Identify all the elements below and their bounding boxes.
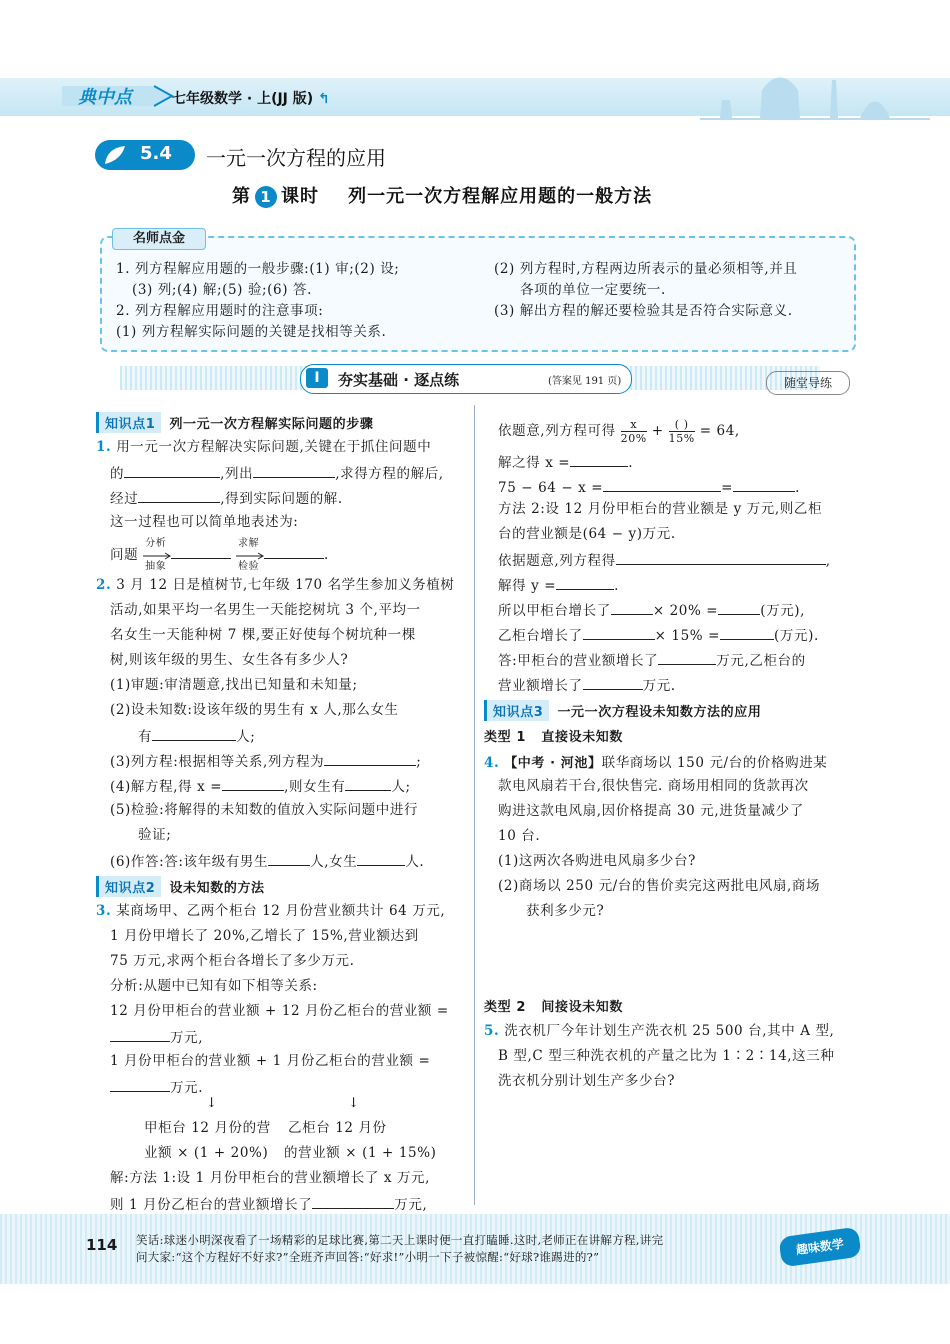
blank[interactable] — [583, 675, 643, 690]
question-3-line: 解之得 x = . — [498, 452, 633, 472]
question-4-line: 10 台. — [498, 828, 541, 844]
knowledge-point-2: 知识点2 设未知数的方法 — [96, 876, 265, 897]
blank[interactable] — [583, 625, 655, 640]
question-2-step: 有 人; — [138, 726, 255, 746]
joke-line: 问大家:“这个方程好不好求?”全班齐声回答:“好求!”小明一下子被惊醒:“好球?谁踢进的?” — [136, 1250, 600, 1264]
question-4-sub: 获利多少元? — [526, 903, 605, 919]
question-4-line: 款电风扇若干台,很快售完. 商场用相同的货款再次 — [498, 778, 809, 794]
leaf-icon — [101, 142, 131, 168]
question-4-line: 购进这款电风扇,因价格提高 30 元,进货量减少了 — [498, 803, 804, 819]
relation-box: 甲柜台 12 月份的营 — [144, 1120, 271, 1136]
blank[interactable] — [658, 650, 716, 665]
blank[interactable] — [268, 851, 310, 866]
question-3-line: 75 − 64 − x = = . — [498, 477, 800, 497]
book-title: 七年级数学 · 上(JJ 版) ↰ — [172, 91, 330, 107]
guide-button[interactable]: 随堂导练 — [766, 371, 850, 395]
page-number: 114 — [86, 1236, 118, 1254]
blank[interactable] — [171, 544, 231, 559]
question-2-step: (4)解方程,得 x = ,则女生有 人; — [110, 776, 411, 796]
blank[interactable] — [110, 1027, 170, 1042]
answer-reference: (答案见 191 页) — [548, 376, 622, 387]
question-5-line: B 型,C 型三种洗衣机的产量之比为 1∶2∶14,这三种 — [498, 1048, 835, 1064]
blank[interactable] — [603, 477, 721, 492]
question-3-line: 依题意,列方程可得 $\frac{x}{20\%}$ + $\frac{( )}{15\%}$ = 64, — [498, 418, 740, 445]
knowledge-point-3: 知识点3 一元一次方程设未知数方法的应用 — [484, 700, 761, 721]
question-3-line: 所以甲柜台增长了 × 20% = (万元), — [498, 600, 805, 620]
knowledge-point-1: 知识点1 列一元一次方程解实际问题的步骤 — [96, 412, 373, 433]
fun-math-badge: 趣味数学 — [778, 1227, 861, 1268]
blank[interactable] — [345, 776, 391, 791]
question-3: 3. 某商场甲、乙两个柜台 12 月份营业额共计 64 万元, — [96, 903, 446, 919]
question-2: 2. 3 月 12 日是植树节,七年级 170 名学生参加义务植树 — [96, 577, 455, 593]
return-icon: ↰ — [318, 91, 330, 107]
relation-box: 的营业额 × (1 + 15%) — [284, 1145, 437, 1161]
question-3-line: 台的营业额是(64 − y)万元. — [498, 526, 676, 542]
band-roman: I — [306, 368, 328, 388]
question-3-line: 依据题意,列方程得 , — [498, 550, 831, 570]
tip-line: (1) 列方程解实际问题的关键是找相等关系. — [116, 324, 387, 340]
tip-line: 2. 列方程解应用题时的注意事项: — [116, 303, 324, 319]
blank[interactable] — [312, 1194, 394, 1209]
blank[interactable] — [718, 600, 760, 615]
question-3-line: 解:方法 1:设 1 月份甲柜台的营业额增长了 x 万元, — [110, 1170, 431, 1186]
question-2-line: 活动,如果平均一名男生一天能挖树坑 3 个,平均一 — [110, 602, 421, 618]
question-3-line: 1 月份甲柜台的营业额 + 1 月份乙柜台的营业额 = — [110, 1053, 431, 1069]
question-1-line: 经过 ,得到实际问题的解. — [110, 488, 343, 508]
question-4: 4. 【中考 · 河池】联华商场以 150 元/台的价格购进某 — [484, 755, 828, 771]
blank[interactable] — [324, 751, 416, 766]
question-2-step: 验证; — [138, 827, 172, 843]
fraction: $\frac{x}{20\%}$ — [620, 418, 647, 445]
fraction: $\frac{( )}{15\%}$ — [668, 418, 695, 445]
question-4-sub: (1)这两次各购进电风扇多少台? — [498, 853, 696, 869]
arrow-icon — [143, 552, 173, 560]
question-3-line: 营业额增长了 万元. — [498, 675, 676, 695]
question-3-line: 答:甲柜台的营业额增长了 万元,乙柜台的 — [498, 650, 806, 670]
question-2-line: 树,则该年级的男生、女生各有多少人? — [110, 652, 349, 668]
question-3-line: 分析:从题中已知有如下相等关系: — [110, 978, 318, 994]
question-1-line: 的 ,列出 ,求得方程的解后, — [110, 463, 444, 483]
question-5-line: 洗衣机分别计划生产多少台? — [498, 1073, 676, 1089]
tip-line: (3) 解出方程的解还要检验其是否符合实际意义. — [494, 303, 793, 319]
blank[interactable] — [611, 600, 653, 615]
question-4-sub: (2)商场以 250 元/台的售价卖完这两批电风扇,商场 — [498, 878, 821, 894]
tips-tag: 名师点金 — [112, 228, 206, 250]
down-arrow-icon: ↓ — [348, 1095, 360, 1111]
question-3-line: 万元, — [110, 1027, 203, 1047]
question-3-line: 解得 y = . — [498, 575, 619, 595]
blank[interactable] — [110, 1077, 170, 1092]
question-3-line: 75 万元,求两个柜台各增长了多少万元. — [110, 953, 355, 969]
tip-line: (2) 列方程时,方程两边所表示的量必须相等,并且 — [494, 261, 798, 277]
blank[interactable] — [616, 550, 826, 565]
question-3-line: 乙柜台增长了 × 15% = (万元). — [498, 625, 819, 645]
section-title: 一元一次方程的应用 — [206, 146, 386, 170]
question-1: 1. 用一元一次方程解决实际问题,关键在于抓住问题中 — [96, 439, 432, 455]
question-3-line: 12 月份甲柜台的营业额 + 12 月份乙柜台的营业额 = — [110, 1003, 449, 1019]
blank[interactable] — [556, 575, 614, 590]
blank[interactable] — [357, 851, 405, 866]
question-1-line: 这一过程也可以简单地表述为: — [110, 514, 299, 530]
joke-line: 笑话:球迷小明深夜看了一场精彩的足球比赛,第二天上课时便一直打瞌睡.这时,老师正在讲解方程,讲完 — [136, 1233, 664, 1247]
down-arrow-icon: ↓ — [206, 1095, 218, 1111]
relation-box: 乙柜台 12 月份 — [288, 1120, 387, 1136]
blank[interactable] — [264, 544, 324, 559]
question-2-step: (2)设未知数:设该年级的男生有 x 人,那么女生 — [110, 702, 399, 718]
tip-line: (3) 列;(4) 解;(5) 验;(6) 答. — [132, 282, 312, 298]
question-2-step: (5)检验:将解得的未知数的值放入实际问题中进行 — [110, 802, 419, 818]
question-2-step: (1)审题:审清题意,找出已知量和未知量; — [110, 677, 358, 693]
brand-logo: 典中点 — [78, 87, 132, 108]
question-2-step: (6)作答:答:该年级有男生 人,女生 人. — [110, 851, 424, 871]
blank[interactable] — [152, 726, 236, 741]
section-number: 5.4 — [140, 143, 172, 164]
blank[interactable] — [222, 776, 284, 791]
blank[interactable] — [253, 463, 335, 478]
blank[interactable] — [733, 477, 795, 492]
band-title: 夯实基础 · 逐点练 — [338, 371, 460, 389]
column-divider — [474, 405, 475, 1205]
blank[interactable] — [720, 625, 774, 640]
type-2-heading: 类型 2 间接设未知数 — [484, 1000, 623, 1015]
question-3-line: 方法 2:设 12 月份甲柜台的营业额是 y 万元,则乙柜 — [498, 501, 823, 517]
skyline-illustration — [700, 60, 930, 120]
question-5: 5. 洗衣机厂今年计划生产洗衣机 25 500 台,其中 A 型, — [484, 1023, 835, 1039]
question-3-line: 万元. — [110, 1077, 203, 1097]
question-2-line: 名女生一天能种树 7 棵,要正好使每个树坑种一棵 — [110, 627, 416, 643]
lesson-number: 1 — [255, 186, 277, 208]
blank[interactable] — [124, 463, 220, 478]
question-2-step: (3)列方程:根据相等关系,列方程为 ; — [110, 751, 421, 771]
question-3-line: 则 1 月份乙柜台的营业额增长了 万元, — [110, 1194, 427, 1214]
type-1-heading: 类型 1 直接设未知数 — [484, 730, 623, 745]
relation-box: 业额 × (1 + 20%) — [144, 1145, 269, 1161]
flow-diagram: 问题 分析 抽象 求解 检验 . — [110, 537, 329, 572]
question-3-line: 1 月份甲增长了 20%,乙增长了 15%,营业额达到 — [110, 928, 419, 944]
tip-line: 1. 列方程解应用题的一般步骤:(1) 审;(2) 设; — [116, 261, 400, 277]
tip-line: 各项的单位一定要统一. — [520, 282, 666, 298]
blank[interactable] — [570, 452, 628, 467]
joke-text — [136, 1232, 766, 1266]
blank[interactable] — [138, 488, 220, 503]
arrow-icon — [236, 552, 266, 560]
lesson-title: 第 1 课时 列一元一次方程解应用题的一般方法 — [232, 186, 653, 207]
